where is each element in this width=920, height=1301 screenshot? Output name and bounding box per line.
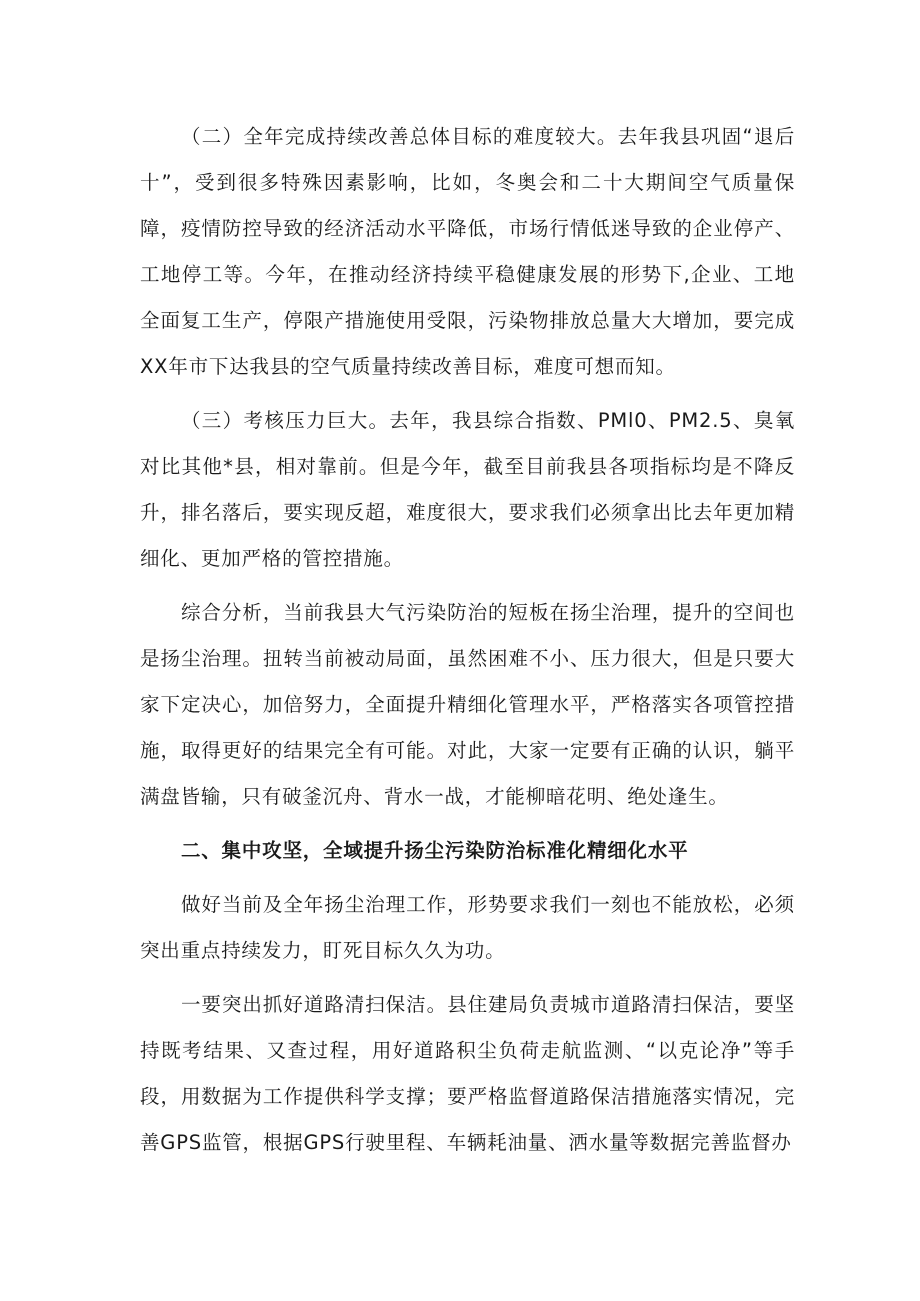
section-heading: 二、集中攻坚，全域提升扬尘污染防治标准化精细化水平 (180, 839, 689, 862)
paragraph-assessment-pressure: （三）考核压力巨大。去年，我县综合指数、PMl0、PM2.5、臭氧对比其他*县，相对靠前。但是今年，截至目前我县各项指标均是不降反升，排名落后，要实现反超，难度很大，要求我们必须拿出比去年更加精细化、更加严格的管控措施。 (140, 409, 795, 570)
paragraph-intro: 做好当前及全年扬尘治理工作，形势要求我们一刻也不能放松，必须突出重点持续发力，盯死目标久久为功。 (140, 893, 795, 962)
paragraph-difficulty-target: （二）全年完成持续改善总体目标的难度较大。去年我县巩固“退后十”，受到很多特殊因素影响，比如，冬奥会和二十大期间空气质量保障，疫情防控导致的经济活动水平降低，市场行情低迷导致的企业停产、工地停工等。今年，在推动经济持续平稳健康发展的形势下,企业、工地全面复工生产，停限产措施使用受限，污染物排放总量大大增加，要完成XX年市下达我县的空气质量持续改善目标，难度可想而知。 (140, 125, 795, 378)
paragraph-comprehensive-analysis: 综合分析，当前我县大气污染防治的短板在扬尘治理，提升的空间也是扬尘治理。扭转当前被动局面，虽然困难不小、压力很大，但是只要大家下定决心，加倍努力，全面提升精细化管理水平，严格落实各项管控措施，取得更好的结果完全有可能。对此，大家一定要有正确的认识，躺平满盘皆输，只有破釜沉舟、背水一战，才能柳暗花明、绝处逢生。 (140, 601, 795, 808)
paragraph-road-cleaning: 一要突出抓好道路清扫保洁。县住建局负责城市道路清扫保洁，要坚持既考结果、又查过程，用好道路积尘负荷走航监测、“以克论净”等手段，用数据为工作提供科学支撑；要严格监督道路保洁措施落实情况，完善GPS监管，根据GPS行驶里程、车辆耗油量、洒水量等数据完善监督办 (140, 993, 795, 1154)
document-body (140, 114, 795, 1166)
